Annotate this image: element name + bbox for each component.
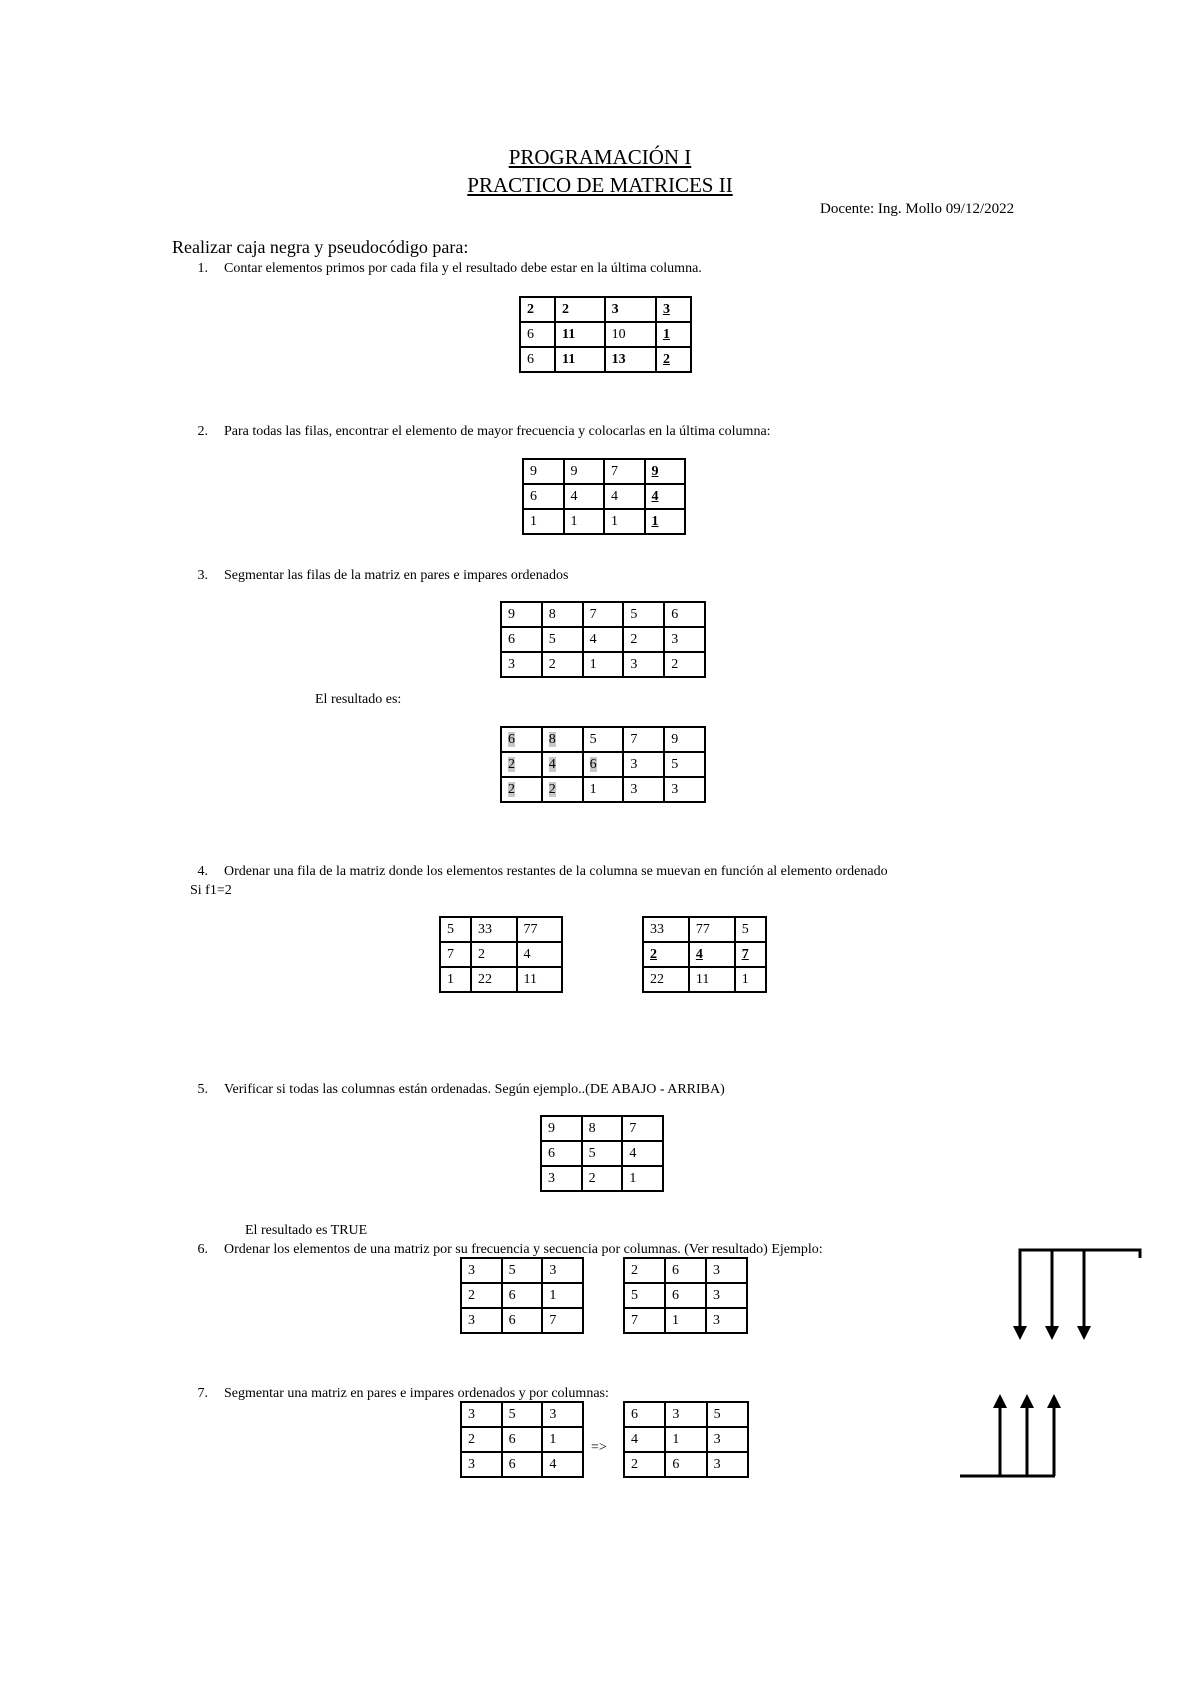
matrix-cell: 9 [501, 602, 542, 627]
matrix-cell: 6 [501, 627, 542, 652]
matrix-cell: 2 [664, 652, 705, 677]
matrix-result-cell: 4 [645, 484, 686, 509]
matrix-cell: 5 [623, 602, 664, 627]
matrix-cell: 6 [502, 1308, 543, 1333]
matrix-cell: 3 [706, 1283, 747, 1308]
matrix-6-result [623, 1257, 748, 1334]
matrix-cell: 11 [555, 322, 605, 347]
matrix-cell-highlighted: 4 [542, 752, 583, 777]
matrix-2 [522, 458, 686, 535]
matrix-cell: 13 [605, 347, 656, 372]
matrix-cell: 6 [665, 1452, 706, 1477]
matrix-cell: 8 [542, 602, 583, 627]
matrix-cell: 1 [665, 1427, 706, 1452]
matrix-cell: 2 [471, 942, 516, 967]
matrix-cell: 2 [461, 1427, 502, 1452]
matrix-cell: 10 [605, 322, 656, 347]
matrix-cell-highlighted: 8 [542, 727, 583, 752]
matrix-cell: 4 [583, 627, 624, 652]
matrix-cell: 1 [542, 1427, 583, 1452]
matrix-cell: 7 [583, 602, 624, 627]
matrix-cell: 3 [623, 777, 664, 802]
matrix-cell: 3 [707, 1452, 748, 1477]
page-subtitle: PRACTICO DE MATRICES II [467, 173, 733, 197]
matrix-cell: 2 [582, 1166, 623, 1191]
matrix-cell: 3 [706, 1258, 747, 1283]
matrix-cell: 1 [440, 967, 471, 992]
matrix-cell: 4 [542, 1452, 583, 1477]
exercise-text: Segmentar una matriz en pares e impares ordenados y por columnas: [224, 1386, 609, 1401]
page-title: PROGRAMACIÓN I [508, 145, 692, 169]
exercise-4 [170, 864, 888, 880]
matrix-cell: 5 [542, 627, 583, 652]
matrix-cell: 2 [624, 1452, 665, 1477]
matrix-6-input [460, 1257, 584, 1334]
matrix-3-result [500, 726, 706, 803]
matrix-cell: 7 [440, 942, 471, 967]
matrix-cell: 3 [461, 1258, 502, 1283]
matrix-cell: 2 [542, 652, 583, 677]
matrix-result-cell: 4 [689, 942, 735, 967]
matrix-cell: 9 [664, 727, 705, 752]
matrix-cell: 4 [624, 1427, 665, 1452]
exercise-3 [170, 568, 568, 584]
exercise-text: Ordenar los elementos de una matriz por su frecuencia y secuencia por columnas. (Ver resultado) Ejemplo: [224, 1242, 823, 1257]
matrix-cell: 4 [517, 942, 563, 967]
matrix-result-cell: 1 [656, 322, 691, 347]
docente-line: Docente: Ing. Mollo 09/12/2022 [820, 201, 1015, 217]
matrix-cell: 3 [665, 1402, 706, 1427]
exercise-text: Verificar si todas las columnas están ordenadas. Según ejemplo..(DE ABAJO - ARRIBA) [224, 1082, 725, 1097]
matrix-cell: 5 [583, 727, 624, 752]
matrix-cell: 3 [605, 297, 656, 322]
matrix-cell: 5 [624, 1283, 665, 1308]
matrix-4-result [642, 916, 767, 993]
matrix-cell: 7 [624, 1308, 665, 1333]
matrix-5 [540, 1115, 664, 1192]
matrix-cell: 3 [623, 652, 664, 677]
matrix-cell: 2 [555, 297, 605, 322]
matrix-cell: 6 [664, 602, 705, 627]
matrix-cell: 1 [665, 1308, 706, 1333]
matrix-cell: 2 [461, 1283, 502, 1308]
exercise-number: 3. [197, 568, 208, 583]
matrix-cell: 4 [564, 484, 605, 509]
matrix-cell: 3 [461, 1308, 502, 1333]
down-arrows-icon [1010, 1240, 1150, 1345]
exercise-number: 7. [197, 1386, 208, 1401]
matrix-cell: 6 [541, 1141, 582, 1166]
matrix-cell: 11 [555, 347, 605, 372]
matrix-result-cell: 1 [645, 509, 686, 534]
matrix-cell: 5 [440, 917, 471, 942]
exercise-text: Segmentar las filas de la matriz en pares e impares ordenados [224, 568, 569, 583]
matrix-cell: 8 [582, 1116, 623, 1141]
matrix-cell: 2 [623, 627, 664, 652]
matrix-cell: 4 [622, 1141, 663, 1166]
matrix-cell: 3 [501, 652, 542, 677]
exercise-number: 6. [197, 1242, 208, 1257]
matrix-cell: 11 [689, 967, 735, 992]
exercise-text: Para todas las filas, encontrar el elemento de mayor frecuencia y colocarlas en la última columna: [224, 424, 771, 439]
matrix-cell: 3 [664, 777, 705, 802]
matrix-result-cell: 2 [656, 347, 691, 372]
matrix-cell: 77 [517, 917, 563, 942]
exercise-number: 1. [197, 261, 208, 276]
matrix-cell: 9 [541, 1116, 582, 1141]
matrix-cell: 3 [541, 1166, 582, 1191]
matrix-cell: 77 [689, 917, 735, 942]
exercise-text: Ordenar una fila de la matriz donde los elementos restantes de la columna se muevan en función al elemento ordenado [224, 864, 888, 879]
matrix-result-cell: 9 [645, 459, 686, 484]
matrix-cell: 33 [471, 917, 516, 942]
matrix-7-result [623, 1401, 749, 1478]
matrix-cell: 4 [604, 484, 645, 509]
condition-f1: Si f1=2 [190, 883, 232, 898]
matrix-cell-highlighted: 6 [501, 727, 542, 752]
matrix-cell: 5 [707, 1402, 748, 1427]
matrix-3-input [500, 601, 706, 678]
matrix-result-cell: 7 [735, 942, 766, 967]
matrix-cell: 9 [564, 459, 605, 484]
matrix-cell: 5 [735, 917, 766, 942]
matrix-cell-highlighted: 6 [583, 752, 624, 777]
matrix-cell: 1 [523, 509, 564, 534]
matrix-cell: 3 [706, 1308, 747, 1333]
exercise-1 [170, 261, 702, 277]
exercise-text: Contar elementos primos por cada fila y el resultado debe estar en la última columna. [224, 261, 702, 276]
matrix-cell: 3 [707, 1427, 748, 1452]
matrix-cell: 22 [643, 967, 689, 992]
matrix-cell: 6 [502, 1427, 543, 1452]
matrix-cell: 3 [542, 1258, 583, 1283]
matrix-cell: 1 [583, 777, 624, 802]
matrix-cell: 11 [517, 967, 563, 992]
exercise-2 [170, 424, 771, 440]
matrix-cell: 1 [542, 1283, 583, 1308]
exercise-number: 4. [197, 864, 208, 879]
matrix-result-cell: 3 [656, 297, 691, 322]
intro-text: Realizar caja negra y pseudocódigo para: [172, 237, 469, 257]
matrix-cell: 3 [542, 1402, 583, 1427]
up-arrows-icon [955, 1390, 1065, 1482]
matrix-result-cell: 2 [643, 942, 689, 967]
matrix-cell: 3 [461, 1452, 502, 1477]
matrix-1 [519, 296, 692, 373]
matrix-cell: 2 [624, 1258, 665, 1283]
matrix-cell: 6 [520, 347, 555, 372]
matrix-cell: 6 [502, 1452, 543, 1477]
matrix-4-input [439, 916, 563, 993]
matrix-cell: 6 [665, 1283, 706, 1308]
matrix-cell: 1 [583, 652, 624, 677]
matrix-cell: 6 [520, 322, 555, 347]
matrix-cell: 2 [520, 297, 555, 322]
matrix-cell: 5 [664, 752, 705, 777]
matrix-cell: 6 [665, 1258, 706, 1283]
matrix-cell-highlighted: 2 [501, 777, 542, 802]
matrix-cell: 6 [502, 1283, 543, 1308]
matrix-cell: 7 [623, 727, 664, 752]
exercise-number: 2. [197, 424, 208, 439]
matrix-cell: 5 [502, 1402, 543, 1427]
matrix-cell: 1 [604, 509, 645, 534]
matrix-cell: 7 [542, 1308, 583, 1333]
matrix-cell: 1 [564, 509, 605, 534]
matrix-cell-highlighted: 2 [542, 777, 583, 802]
matrix-cell-highlighted: 2 [501, 752, 542, 777]
matrix-cell: 1 [622, 1166, 663, 1191]
result-label-3: El resultado es: [315, 692, 402, 707]
exercise-number: 5. [197, 1082, 208, 1097]
matrix-cell: 22 [471, 967, 516, 992]
matrix-cell: 5 [582, 1141, 623, 1166]
matrix-cell: 1 [735, 967, 766, 992]
exercise-6 [170, 1242, 823, 1258]
exercise-7 [170, 1386, 609, 1402]
matrix-cell: 5 [502, 1258, 543, 1283]
matrix-cell: 7 [604, 459, 645, 484]
matrix-7-input [460, 1401, 584, 1478]
matrix-cell: 3 [664, 627, 705, 652]
matrix-cell: 6 [624, 1402, 665, 1427]
exercise-5 [170, 1082, 725, 1098]
matrix-cell: 7 [622, 1116, 663, 1141]
matrix-cell: 3 [461, 1402, 502, 1427]
matrix-cell: 6 [523, 484, 564, 509]
result-label-5: El resultado es TRUE [245, 1223, 368, 1238]
matrix-cell: 33 [643, 917, 689, 942]
matrix-cell: 9 [523, 459, 564, 484]
arrow-text: => [591, 1440, 607, 1455]
matrix-cell: 3 [623, 752, 664, 777]
